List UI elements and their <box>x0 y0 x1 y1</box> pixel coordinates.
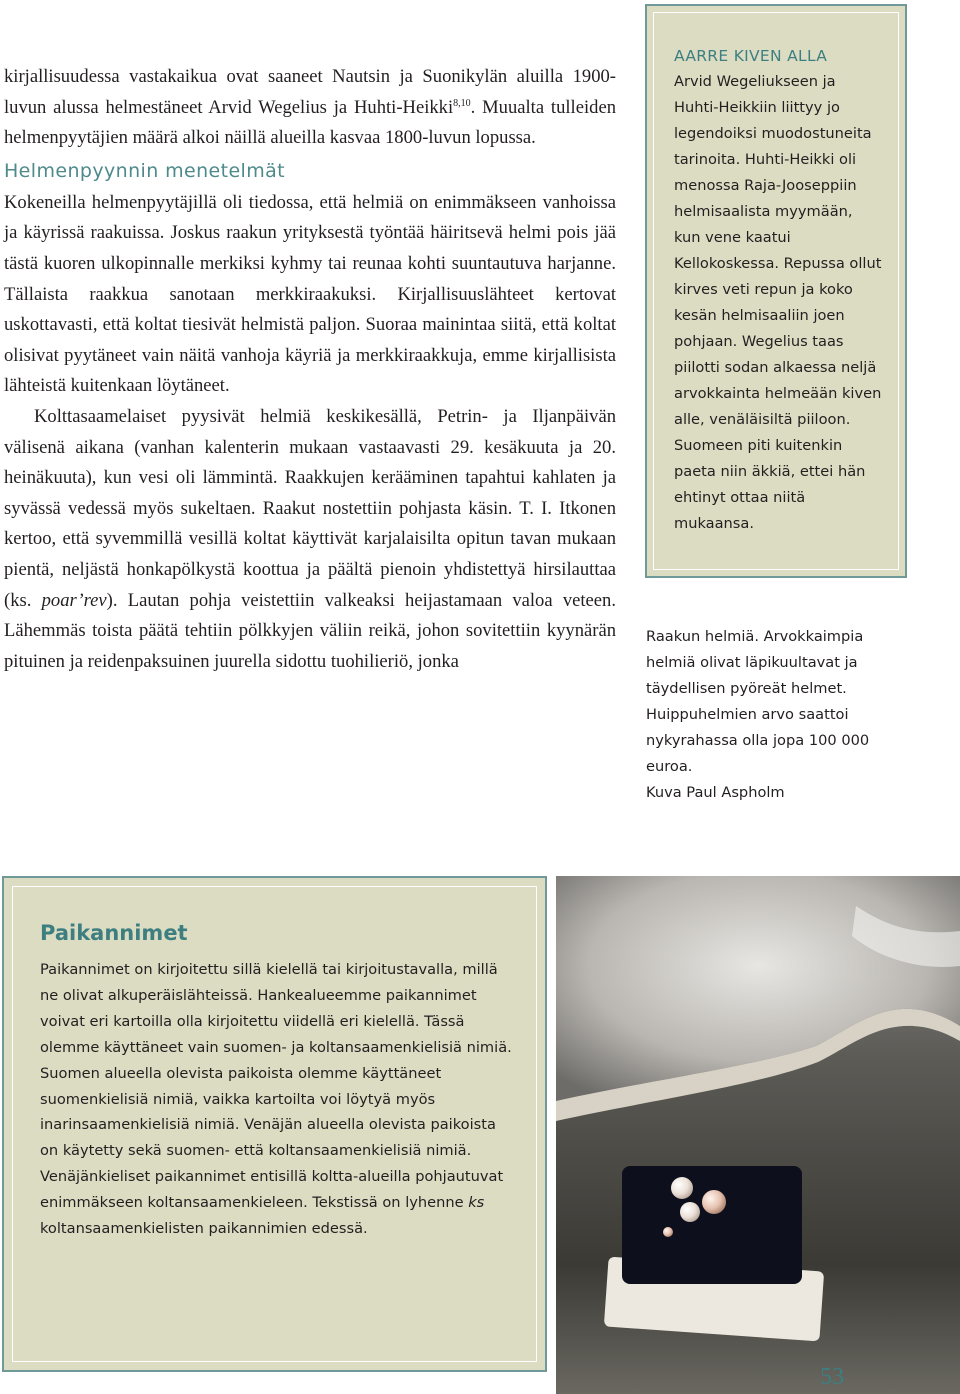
paragraph-intro <box>4 62 616 154</box>
paragraph-text: kirjallisuudessa vastakaikua ovat saaneet Nautsin ja Suonikylän aluilla 1900-luvun alussa helmestäneet Arvid Wegelius ja Huhti-Heikki <box>4 66 616 118</box>
sidebar-box-title: AARRE KIVEN ALLA <box>674 47 828 65</box>
term-italic: poar’rev <box>41 589 107 611</box>
info-box-place-names <box>2 876 547 1372</box>
pearl-2 <box>702 1190 726 1214</box>
main-article-text <box>4 62 616 677</box>
sidebar-box-treasure <box>645 4 907 578</box>
pearl-1 <box>671 1177 693 1199</box>
caption-credit: Kuva Paul Aspholm <box>646 784 785 801</box>
pearl-photo <box>556 876 960 1394</box>
page-number: 53 <box>820 1364 844 1390</box>
info-box-title: Paikannimet <box>40 921 188 945</box>
black-velvet-pad <box>622 1166 802 1284</box>
pearl-4 <box>663 1227 673 1237</box>
info-box-text: Paikannimet on kirjoitettu sillä kielellä tai kirjoitustavalla, millä ne olivat alkuperäislähteissä. Hankealueemme paikannimet voivat eri kartoilla olla kirjoitettu viidellä eri kielellä. Tässä olemme käyttäneet vain suomen- ja koltansaamenkielisiä nimiä. Suomen alueella olevista paikoista olemme käyttäneet suomenkielisiä nimiä, vaikka kartoilta voi löytyä myös inarinsaamenkielisiä nimiä. Venäjän alueella olevista paikoista on käytetty sekä suomen- että koltansaamenkielisiä nimiä. Venäjänkieliset paikannimet entisillä koltta-alueilla pohjautuvat enimmäkseen koltansaamenkieleen. Tekstissä on lyhenne <box>40 961 512 1212</box>
info-box-body <box>40 957 516 1242</box>
paragraph-text: Kolttasaamelaiset pyysivät helmiä keskikesällä, Petrin- ja Iljanpäivän välisenä aikana (vanhan kalenterin mukaan vastaavasti 29. kesäkuuta ja 20. heinäkuuta), kun vesi oli lämmintä. Raakkujen kerääminen tapahtui kahlaten ja syvässä vedessä myös sukeltaen. Raakut nostettiin pohjasta käsin. T. I. Itkonen kertoo, että syvemmillä vesillä koltat käyttivät karjalaisilta opitun tavan mukaan pientä, neljästä honkapölkystä koottua ja päältä pienoin yhdistettyä hirsilauttaa (ks. <box>4 405 616 611</box>
sidebar-box-inner <box>653 12 899 570</box>
paragraph-text: ). Lautan pohja veistettiin valkeaksi heijastamaan valoa veteen. Lähemmäs toista päätä tehtiin pölkkyjen väliin reikä, johon sovitettiin kyynärän pituinen ja reidenpaksuinen juurella sidottu tuohilieriö, jonka <box>4 589 616 672</box>
caption-text: Raakun helmiä. Arvokkaimpia helmiä olivat läpikuultavat ja täydellisen pyöreät helmet. Huippuhelmien arvo saattoi nykyrahassa olla jopa 100 000 euroa. <box>646 628 870 775</box>
info-box-inner <box>12 886 537 1362</box>
paragraph-methods: Kokeneilla helmenpyytäjillä oli tiedossa, että helmiä on enimmäkseen vanhoissa ja käyrissä raakuissa. Joskus raakun yrityksestä työntää häiritsevä helmi pois jää tästä kuoren ulkopinnalle merkiksi kyhmy tai reunaa kohti suuntautuva harjanne. Tällaista raakkua sanotaan merkkiraakuksi. Kirjallisuuslähteet kertovat uskottavasti, että koltat tiesivät helmistä paljon. Suoraa mainintaa siitä, että koltat olisivat pyytäneet vain näitä vanhoja käyriä ja merkkiraakkuja, emme kirjallisista lähteistä kuitenkaan löytäneet. <box>4 191 616 397</box>
paragraph-season <box>4 402 616 677</box>
abbreviation-italic: ks <box>468 1194 485 1212</box>
footnote-ref: 8,10 <box>453 97 471 109</box>
paragraph-text: . Muualta tulleiden helmenpyytäjien määrä alkoi näillä alueilla kasvaa 1800-luvun lopussa. <box>4 96 616 149</box>
section-heading: Helmenpyynnin menetelmät <box>4 159 286 182</box>
photo-caption <box>646 624 896 806</box>
pearl-3 <box>680 1202 700 1222</box>
info-box-text: koltansaamenkielisten paikannimien edessä. <box>40 1220 368 1238</box>
sidebar-box-body: Arvid Wegeliukseen ja Huhti-Heikkiin liittyy jo legendoiksi muodostuneita tarinoita. Huhti-Heikki oli menossa Raja-Jooseppiin helmisaalista myymään, kun vene kaatui Kellokoskessa. Repussa ollut kirves veti repun ja koko kesän helmisaaliin joen pohjaan. Wegelius taas piilotti sodan alkaessa neljä arvokkainta helmeään kiven alle, venäläisiltä piiloon. Suomeen piti kuitenkin paeta niin äkkiä, ettei hän ehtinyt ottaa niitä mukaansa. <box>674 73 882 532</box>
